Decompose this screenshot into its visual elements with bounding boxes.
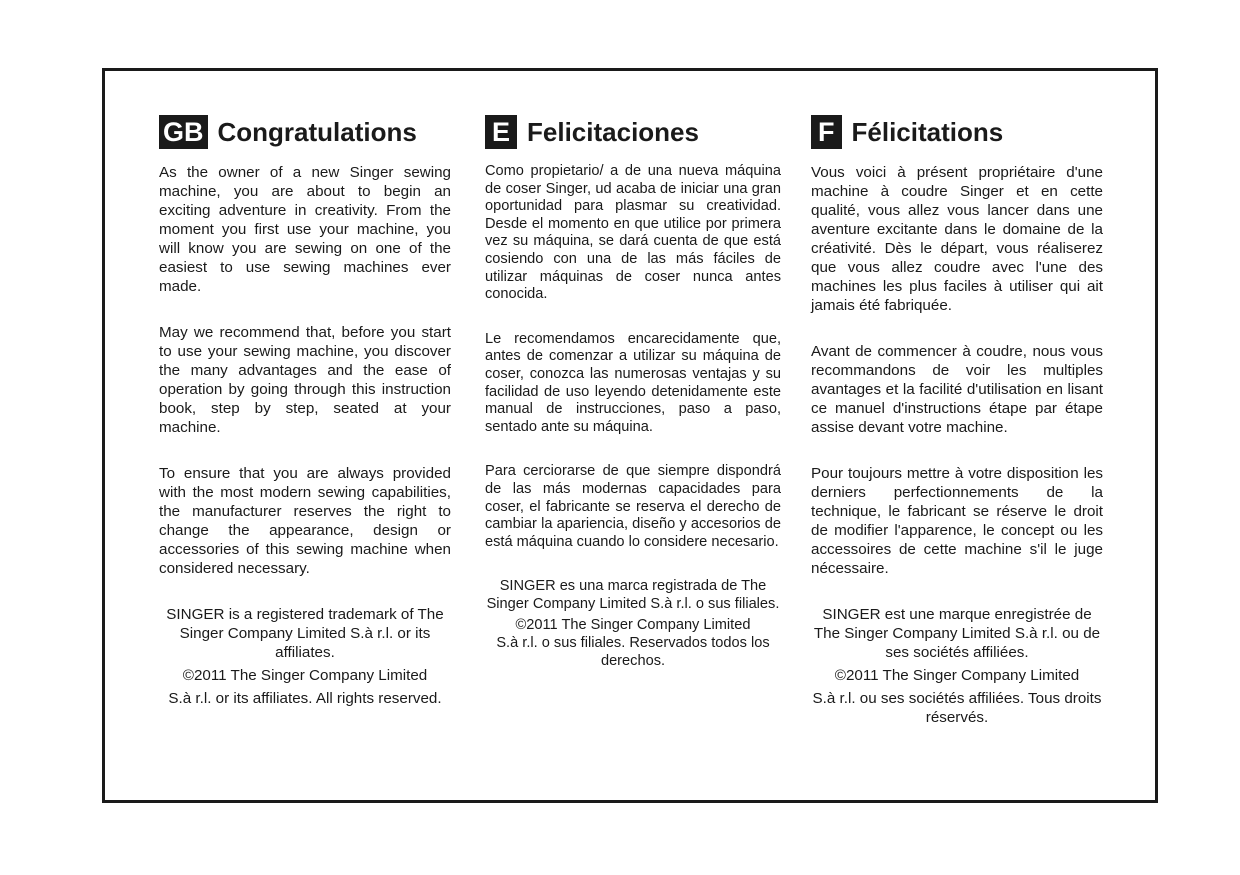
language-badge-e: E [485, 115, 517, 149]
page-frame [102, 68, 1158, 803]
paragraph-intro-english: As the owner of a new Singer sewing machine, you are about to begin an exciting adventure in creativity. From the moment you first use your machine, you will know you are sewing on one of the easiest to use sewing machines ever made. [159, 164, 451, 295]
language-badge-gb: GB [159, 115, 208, 149]
copyright-line-spanish: ©2011 The Singer Company Limited [515, 617, 751, 634]
paragraph-rights-english: To ensure that you are always provided with the most modern sewing capabilities, the manufacturer reserves the right to change the appearance, design or accessories of this sewing machine when considered necessary. [159, 465, 451, 577]
column-english [159, 115, 451, 708]
rights-line-spanish: S.à r.l. o sus filiales. Reservados todos los derechos. [496, 635, 770, 669]
heading-english [159, 115, 451, 149]
copyright-line-french: ©2011 The Singer Company Limited [834, 667, 1080, 684]
paragraph-recommend-english: May we recommend that, before you start to use your sewing machine, you discover the many advantages and the ease of operation by going through this instruction book, step by step, seated at your machine. [159, 324, 451, 436]
paragraph-rights-spanish: Para cerciorarse de que siempre dispondrá de las más modernas capacidades para coser, el fabricante se reserva el derecho de cambiar la apariencia, diseño y accesorios de está máquina cuando lo considere necesario. [485, 463, 781, 550]
legal-block-spanish [485, 578, 781, 670]
heading-spanish [485, 115, 781, 149]
legal-block-french [811, 605, 1103, 727]
trademark-notice-english: SINGER is a registered trademark of The Singer Company Limited S.à r.l. or its affiliates. [166, 606, 444, 661]
heading-title-english: Congratulations [217, 117, 417, 147]
column-spanish [485, 115, 781, 670]
rights-line-english: S.à r.l. or its affiliates. All rights reserved. [168, 690, 442, 707]
language-badge-f: F [811, 115, 842, 149]
paragraph-intro-french: Vous voici à présent propriétaire d'une machine à coudre Singer et en cette qualité, vous allez vous lancer dans une aventure excitante dans le domaine de la créativité. Dès le départ, vous réaliserez que vous allez coudre avec l'une des machines les plus faciles à utiliser qui ait jamais été fabriquée. [811, 164, 1103, 314]
heading-french [811, 115, 1103, 149]
copyright-line-english: ©2011 The Singer Company Limited [182, 667, 428, 684]
column-french [811, 115, 1103, 727]
heading-title-french: Félicitations [851, 117, 1004, 147]
paragraph-intro-spanish: Como propietario/ a de una nueva máquina de coser Singer, ud acaba de iniciar una gran oportunidad para plasmar su creatividad. Desde el momento en que utilice por primera vez su máquina, se dará cuenta de que está cosiendo con una de las más fáciles de utilizar máquinas de coser nunca antes conocida. [485, 163, 781, 303]
paragraph-rights-french: Pour toujours mettre à votre disposition les derniers perfectionnements de la technique, le fabricant se réserve le droit de modifier l'apparence, le concept ou les accessoires de cette machine s'il le juge nécessaire. [811, 465, 1103, 577]
rights-line-french: S.à r.l. ou ses sociétés affiliées. Tous droits réservés. [812, 690, 1102, 726]
legal-block-english [159, 605, 451, 708]
trademark-notice-french: SINGER est une marque enregistrée de The Singer Company Limited S.à r.l. ou de ses sociétés affiliées. [813, 606, 1101, 661]
trademark-notice-spanish: SINGER es una marca registrada de The Singer Company Limited S.à r.l. o sus filiales. [486, 578, 780, 612]
heading-title-spanish: Felicitaciones [527, 117, 699, 147]
paragraph-recommend-spanish: Le recomendamos encarecidamente que, antes de comenzar a utilizar su máquina de coser, conozca las numerosas ventajas y su facilidad de uso leyendo detenidamente este manual de instrucciones, paso a paso, sentado ante su máquina. [485, 330, 781, 435]
paragraph-recommend-french: Avant de commencer à coudre, nous vous recommandons de voir les multiples avantages et la facilité d'utilisation en lisant ce manuel d'instructions étape par étape assise devant votre machine. [811, 343, 1103, 436]
